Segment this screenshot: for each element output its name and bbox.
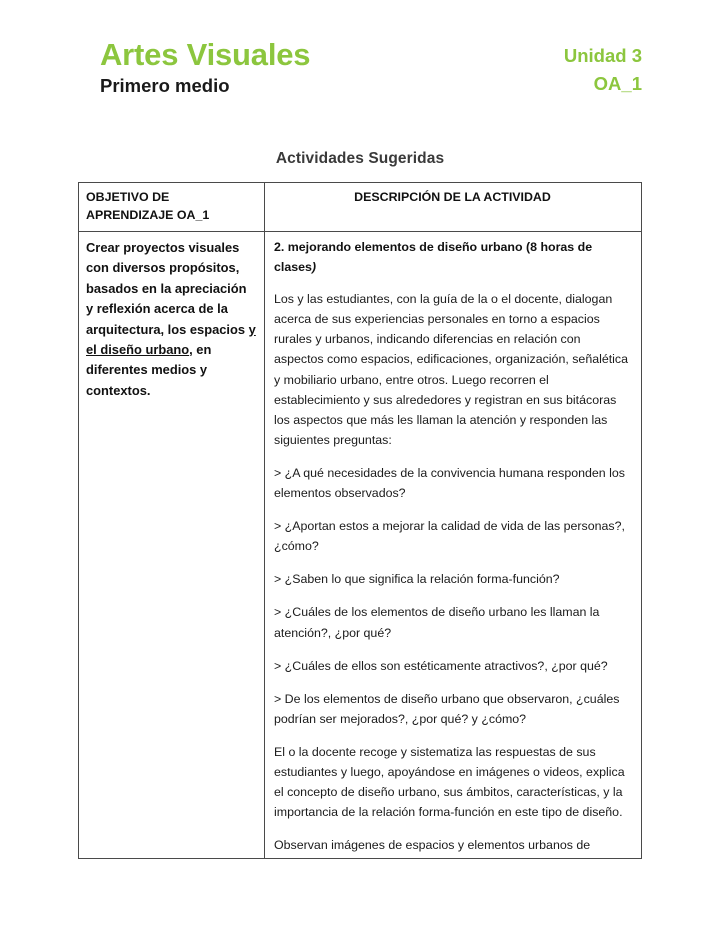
activity-question: > ¿Cuáles de ellos son estéticamente atractivos?, ¿por qué? [274, 658, 608, 673]
table-cell-description [265, 232, 641, 858]
table-header-cell-objective [79, 183, 265, 231]
activity-question: > ¿Cuáles de los elementos de diseño urbano les llaman la atención?, ¿por qué? [274, 605, 600, 640]
header-left-group [78, 38, 310, 98]
level-subtitle: Primero medio [100, 75, 230, 97]
objective-text-underlined: y el diseño urbano [86, 321, 256, 357]
activity-question: > ¿A qué necesidades de la convivencia humana responden los elementos observados? [274, 465, 625, 501]
header-right-group [564, 38, 642, 95]
activity-paragraph-2: El o la docente recoge y sistematiza las respuestas de sus estudiantes y luego, apoyándose en imágenes o videos, explica el concepto de diseño urbano, sus ámbitos, características, y la importancia de la relación forma-función en este tipo de diseño. [274, 744, 625, 820]
activity-title [274, 238, 631, 277]
section-heading: Actividades Sugeridas [275, 150, 445, 167]
activity-title-tail: ) [311, 259, 317, 274]
objective-text-part-2: , en diferentes medios y contextos. [86, 341, 212, 398]
objective-text [86, 238, 256, 401]
activity-paragraph-1: Los y las estudiantes, con la guía de la o el docente, dialogan acerca de sus experiencias personales en torno a espacios rurales y urbanos, indicando diferencias en relación con aspectos como espacios, edificaciones, organización, señalética y mobiliario urbano, entre otros. Luego recorren el establecimiento y sus alrededores y registran en sus bitácoras los aspectos que más les llaman la atención y responden las siguientes preguntas: [274, 292, 629, 447]
table-header-row [79, 183, 641, 232]
activity-title-main: 2. mejorando elementos de diseño urbano (8 horas de clases [274, 240, 593, 274]
objective-text-part-1: Crear proyectos visuales con diversos propósitos, basados en la apreciación y reflexión acerca de la arquitectura, los espacios [86, 240, 249, 337]
activities-table [78, 182, 642, 859]
document-header [78, 38, 642, 98]
table-row [79, 232, 641, 858]
activity-question: > ¿Aportan estos a mejorar la calidad de vida de las personas?, ¿cómo? [274, 519, 625, 554]
activity-question: > De los elementos de diseño urbano que observaron, ¿cuáles podrían ser mejorados?, ¿por qué? y ¿cómo? [274, 691, 620, 726]
oa-code-label: OA_1 [593, 73, 642, 95]
subject-title: Artes Visuales [100, 37, 311, 72]
table-cell-objective [79, 232, 265, 858]
activity-paragraph-3: Observan imágenes de espacios y elementos urbanos de [274, 838, 591, 853]
description-column-header: DESCRIPCIÓN DE LA ACTIVIDAD [354, 190, 551, 204]
activity-question: > ¿Saben lo que significa la relación forma-función? [274, 572, 560, 587]
table-header-cell-description [265, 183, 641, 231]
unit-label: Unidad 3 [563, 45, 642, 66]
objective-column-header: OBJETIVO DE APRENDIZAJE OA_1 [86, 190, 210, 222]
